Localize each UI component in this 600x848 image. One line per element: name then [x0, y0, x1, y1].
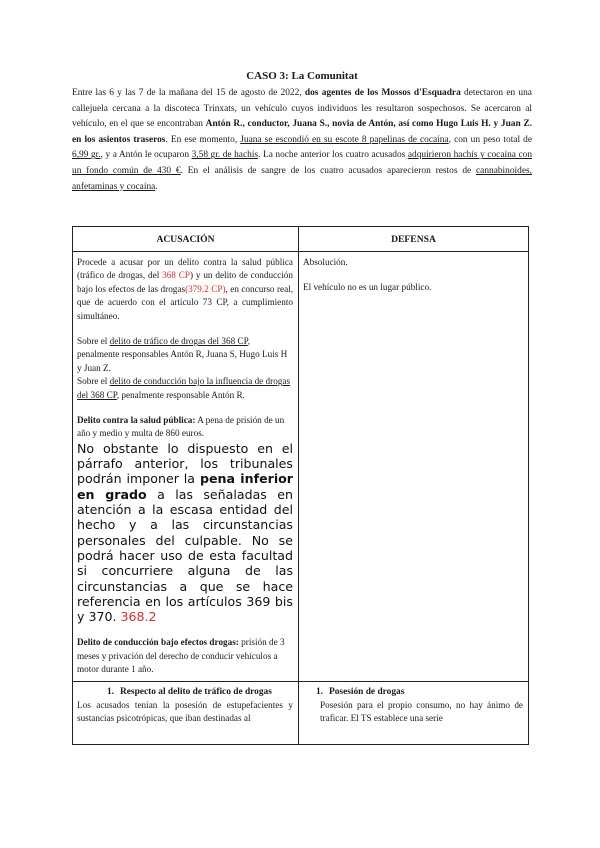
acusacion-section-1: [73, 681, 299, 744]
acusacion-cell: [73, 252, 299, 682]
header-acusacion: ACUSACIÓN: [73, 227, 299, 252]
defensa-section-1: [299, 681, 529, 744]
responsables-conduccion: Sobre el delito de conducción bajo la influencia de drogas del 368 CP, penalmente responsable Antón R.: [77, 376, 291, 400]
document-page: [72, 70, 532, 195]
acusacion-section-text: Los acusados tenían la posesión de estupefacientes y sustancias psicotrópicas, que iban destinadas al: [77, 700, 293, 724]
case-title: CASO 3: La Comunitat: [246, 70, 358, 82]
defensa-absolucion: Absolución.: [303, 257, 348, 267]
defensa-cell: [299, 252, 529, 682]
pena-conduccion: Delito de conducción bajo efectos drogas: prisión de 3 meses y privación del derecho de conducir vehículos a motor durante 1 año.: [77, 637, 285, 675]
case-table: [72, 226, 529, 745]
header-defensa: DEFENSA: [299, 227, 529, 252]
pena-salud-publica: Delito contra la salud pública: A pena de prisión de un año y medio y multa de 860 euros.: [77, 415, 285, 439]
responsables-trafico: Sobre el delito de tráfico de drogas del 368 CP, penalmente responsables Antón R, Juana S, Hugo Luis H y Juan Z.: [77, 336, 288, 373]
acusacion-section-heading: 1. Respecto al delito de tráfico de drogas: [106, 686, 272, 697]
acusacion-intro: Procede a acusar por un delito contra la salud pública (tráfico de drogas, del 368 CP) y un delito de conducción bajo los efectos de las drogas(379.2 CP), en concurso real, que de acuerdo con el artículo 73 CP, a cumplimiento simultáneo.: [77, 257, 294, 321]
case-intro: Entre las 6 y las 7 de la mañana del 15 de agosto de 2022, dos agentes de los Mossos d'Esquadra detectaron en una callejuela cercana a la discoteca Trinxats, un vehículo cuyos individuos les resultaron sospechosos. Se acercaron al vehículo, en el que se encontraban Antón R., conductor, Juana S., novia de Antón, así como Hugo Luis H. y Juan Z. en los asientos traseros. En ese momento, Juana se escondió en su escote 8 papelinas de cocaína, con un peso total de 6,99 gr., y a Antón le ocuparon 3,58 gr. de hachís. La noche anterior los cuatro acusados adquirieron hachís y cocaína con un fondo común de 430 €. En el análisis de sangre de los cuatro acusados aparecieron restos de cannabinoides, anfetaminas y cocaína.: [72, 88, 533, 192]
defensa-section-heading: 1. Posesión de drogas: [315, 686, 405, 697]
defensa-section-text: Posesión para el propio consumo, no hay ánimo de traficar. El TS establece una serie: [320, 700, 523, 724]
quoted-article: No obstante lo dispuesto en el párrafo anterior, los tribunales podrán imponer la pena inferior en grado a las señaladas en atención a la escasa entidad del hecho y a las circunstancias personales del culpable. No se podrá hacer uso de esta facultad si concurriere alguna de las circunstancias a que se hace referencia en los artículos 369 bis y 370. 368.2: [77, 440, 293, 625]
defensa-argumento: El vehículo no es un lugar público.: [303, 282, 432, 293]
